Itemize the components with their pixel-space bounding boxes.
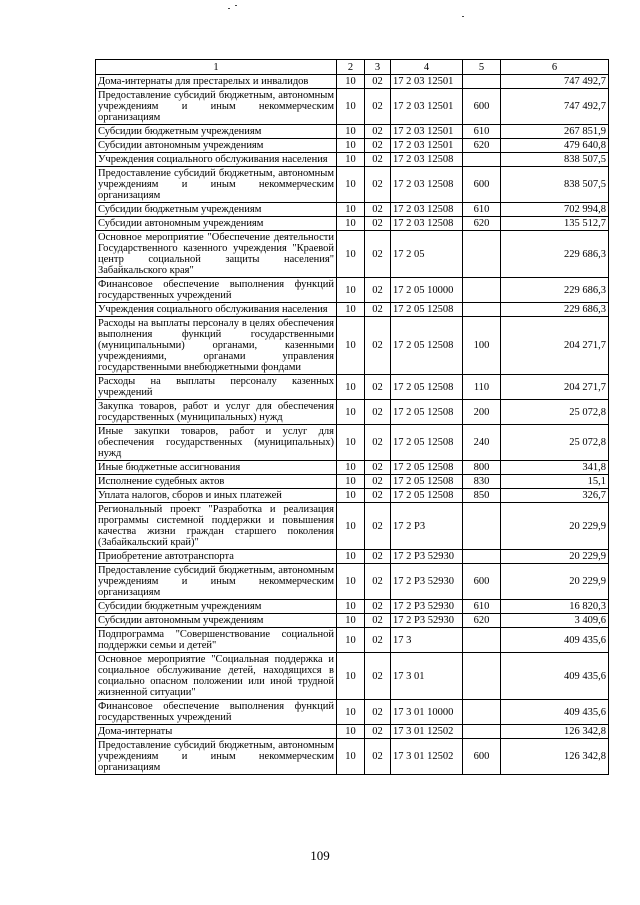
row-target-code: 17 2 05 12508 — [391, 375, 463, 400]
row-target-code: 17 2 05 12508 — [391, 475, 463, 489]
row-section: 10 — [337, 739, 365, 775]
row-amount: 326,7 — [501, 489, 609, 503]
row-section: 10 — [337, 317, 365, 375]
row-target-code: 17 2 05 10000 — [391, 278, 463, 303]
row-section: 10 — [337, 550, 365, 564]
row-expense-type: 110 — [463, 375, 501, 400]
row-amount: 479 640,8 — [501, 139, 609, 153]
row-subsection: 02 — [365, 503, 391, 550]
row-description: Финансовое обеспечение выполнения функций государственных учреждений — [96, 700, 337, 725]
row-target-code: 17 2 P3 52930 — [391, 550, 463, 564]
row-subsection: 02 — [365, 400, 391, 425]
row-description: Субсидии бюджетным учреждениям — [96, 203, 337, 217]
row-target-code: 17 2 05 12508 — [391, 461, 463, 475]
row-section: 10 — [337, 475, 365, 489]
row-target-code: 17 3 01 12502 — [391, 739, 463, 775]
table-row — [96, 75, 609, 89]
row-section: 10 — [337, 89, 365, 125]
table-row — [96, 375, 609, 400]
row-target-code: 17 3 01 — [391, 653, 463, 700]
table-row — [96, 425, 609, 461]
row-amount: 126 342,8 — [501, 725, 609, 739]
row-section: 10 — [337, 725, 365, 739]
row-subsection: 02 — [365, 375, 391, 400]
row-expense-type — [463, 725, 501, 739]
row-expense-type: 240 — [463, 425, 501, 461]
row-description: Расходы на выплаты персоналу в целях обеспечения выполнения функций государственными (муниципальными) органами, казенными учреждениями, органами управления государственными внебюджетными фондами — [96, 317, 337, 375]
table-row — [96, 725, 609, 739]
row-target-code: 17 2 P3 52930 — [391, 614, 463, 628]
row-target-code: 17 2 05 12508 — [391, 400, 463, 425]
row-amount: 838 507,5 — [501, 153, 609, 167]
row-subsection: 02 — [365, 600, 391, 614]
row-description: Иные закупки товаров, работ и услуг для обеспечения государственных (муниципальных) нужд — [96, 425, 337, 461]
table-row — [96, 317, 609, 375]
row-section: 10 — [337, 653, 365, 700]
table-row — [96, 139, 609, 153]
row-target-code: 17 2 03 12508 — [391, 217, 463, 231]
row-subsection: 02 — [365, 739, 391, 775]
table-row — [96, 153, 609, 167]
row-section: 10 — [337, 153, 365, 167]
row-amount: 20 229,9 — [501, 550, 609, 564]
row-amount: 747 492,7 — [501, 89, 609, 125]
row-expense-type: 800 — [463, 461, 501, 475]
row-description: Субсидии автономным учреждениям — [96, 139, 337, 153]
row-section: 10 — [337, 217, 365, 231]
row-amount: 20 229,9 — [501, 503, 609, 550]
row-expense-type: 620 — [463, 139, 501, 153]
row-target-code: 17 2 03 12508 — [391, 167, 463, 203]
row-expense-type — [463, 700, 501, 725]
row-subsection: 02 — [365, 564, 391, 600]
row-subsection: 02 — [365, 278, 391, 303]
table-header-row — [96, 60, 609, 75]
table-row — [96, 217, 609, 231]
row-subsection: 02 — [365, 700, 391, 725]
row-subsection: 02 — [365, 425, 391, 461]
row-subsection: 02 — [365, 628, 391, 653]
budget-table — [95, 59, 609, 775]
row-section: 10 — [337, 564, 365, 600]
table-row — [96, 489, 609, 503]
row-description: Предоставление субсидий бюджетным, автономным учреждениям и иным некоммерческим организациям — [96, 739, 337, 775]
table-row — [96, 203, 609, 217]
row-amount: 409 435,6 — [501, 628, 609, 653]
row-section: 10 — [337, 375, 365, 400]
row-section: 10 — [337, 75, 365, 89]
row-subsection: 02 — [365, 317, 391, 375]
row-description: Подпрограмма "Совершенствование социальной поддержки семьи и детей" — [96, 628, 337, 653]
row-expense-type — [463, 503, 501, 550]
row-target-code: 17 2 05 12508 — [391, 425, 463, 461]
header-col-6: 6 — [501, 60, 609, 75]
row-subsection: 02 — [365, 475, 391, 489]
row-expense-type: 850 — [463, 489, 501, 503]
table-row — [96, 739, 609, 775]
row-description: Основное мероприятие "Социальная поддержка и социальное обслуживание детей, находящихся в социально опасном положении или иной трудной жизненной ситуации" — [96, 653, 337, 700]
row-target-code: 17 2 P3 52930 — [391, 564, 463, 600]
row-expense-type: 620 — [463, 614, 501, 628]
table-row — [96, 503, 609, 550]
row-subsection: 02 — [365, 231, 391, 278]
header-col-5: 5 — [463, 60, 501, 75]
row-expense-type: 610 — [463, 125, 501, 139]
table-row — [96, 614, 609, 628]
table-row — [96, 700, 609, 725]
table-row — [96, 653, 609, 700]
row-amount: 15,1 — [501, 475, 609, 489]
row-expense-type: 200 — [463, 400, 501, 425]
row-amount: 409 435,6 — [501, 653, 609, 700]
row-description: Расходы на выплаты персоналу казенных учреждений — [96, 375, 337, 400]
row-description: Основное мероприятие "Обеспечение деятельности Государственного казенного учреждения "Краевой центр социальной защиты населения" Забайкальского края" — [96, 231, 337, 278]
row-amount: 267 851,9 — [501, 125, 609, 139]
row-amount: 3 409,6 — [501, 614, 609, 628]
row-expense-type: 100 — [463, 317, 501, 375]
row-subsection: 02 — [365, 125, 391, 139]
row-target-code: 17 2 05 — [391, 231, 463, 278]
row-section: 10 — [337, 400, 365, 425]
row-description: Учреждения социального обслуживания населения — [96, 303, 337, 317]
row-description: Уплата налогов, сборов и иных платежей — [96, 489, 337, 503]
row-section: 10 — [337, 203, 365, 217]
row-description: Предоставление субсидий бюджетным, автономным учреждениям и иным некоммерческим организациям — [96, 564, 337, 600]
table-row — [96, 167, 609, 203]
row-section: 10 — [337, 139, 365, 153]
row-expense-type: 600 — [463, 89, 501, 125]
table-row — [96, 303, 609, 317]
header-col-3: 3 — [365, 60, 391, 75]
row-description: Дома-интернаты для престарелых и инвалидов — [96, 75, 337, 89]
row-section: 10 — [337, 278, 365, 303]
table-row — [96, 278, 609, 303]
row-expense-type: 600 — [463, 564, 501, 600]
page-number: 109 — [310, 848, 330, 863]
table-row — [96, 475, 609, 489]
row-amount: 229 686,3 — [501, 278, 609, 303]
table-row — [96, 600, 609, 614]
row-expense-type: 600 — [463, 739, 501, 775]
row-target-code: 17 2 05 12508 — [391, 489, 463, 503]
row-subsection: 02 — [365, 550, 391, 564]
row-subsection: 02 — [365, 614, 391, 628]
row-expense-type: 600 — [463, 167, 501, 203]
row-subsection: 02 — [365, 303, 391, 317]
row-subsection: 02 — [365, 653, 391, 700]
row-subsection: 02 — [365, 461, 391, 475]
row-target-code: 17 2 03 12501 — [391, 89, 463, 125]
row-expense-type — [463, 303, 501, 317]
table-row — [96, 628, 609, 653]
row-subsection: 02 — [365, 203, 391, 217]
row-amount: 341,8 — [501, 461, 609, 475]
row-expense-type — [463, 231, 501, 278]
row-target-code: 17 3 01 12502 — [391, 725, 463, 739]
row-amount: 747 492,7 — [501, 75, 609, 89]
row-description: Приобретение автотранспорта — [96, 550, 337, 564]
row-description: Субсидии бюджетным учреждениям — [96, 125, 337, 139]
row-section: 10 — [337, 700, 365, 725]
row-expense-type — [463, 75, 501, 89]
row-description: Предоставление субсидий бюджетным, автономным учреждениям и иным некоммерческим организациям — [96, 167, 337, 203]
row-section: 10 — [337, 614, 365, 628]
row-target-code: 17 2 03 12508 — [391, 203, 463, 217]
row-section: 10 — [337, 503, 365, 550]
row-subsection: 02 — [365, 167, 391, 203]
row-amount: 229 686,3 — [501, 303, 609, 317]
row-expense-type: 830 — [463, 475, 501, 489]
row-target-code: 17 2 P3 52930 — [391, 600, 463, 614]
row-description: Субсидии автономным учреждениям — [96, 217, 337, 231]
row-target-code: 17 2 03 12508 — [391, 153, 463, 167]
table-row — [96, 231, 609, 278]
row-expense-type: 620 — [463, 217, 501, 231]
row-section: 10 — [337, 489, 365, 503]
row-amount: 409 435,6 — [501, 700, 609, 725]
row-amount: 16 820,3 — [501, 600, 609, 614]
row-subsection: 02 — [365, 139, 391, 153]
row-description: Региональный проект "Разработка и реализация программы системной поддержки и повышения качества жизни граждан старшего поколения (Забайкальский край)" — [96, 503, 337, 550]
header-col-1: 1 — [96, 60, 337, 75]
row-subsection: 02 — [365, 725, 391, 739]
row-section: 10 — [337, 125, 365, 139]
row-target-code: 17 2 03 12501 — [391, 125, 463, 139]
row-description: Дома-интернаты — [96, 725, 337, 739]
row-description: Финансовое обеспечение выполнения функций государственных учреждений — [96, 278, 337, 303]
row-target-code: 17 3 — [391, 628, 463, 653]
row-section: 10 — [337, 303, 365, 317]
row-amount: 25 072,8 — [501, 400, 609, 425]
row-target-code: 17 2 03 12501 — [391, 75, 463, 89]
row-target-code: 17 3 01 10000 — [391, 700, 463, 725]
row-amount: 702 994,8 — [501, 203, 609, 217]
row-amount: 229 686,3 — [501, 231, 609, 278]
row-description: Исполнение судебных актов — [96, 475, 337, 489]
row-target-code: 17 2 P3 — [391, 503, 463, 550]
row-expense-type — [463, 278, 501, 303]
row-target-code: 17 2 05 12508 — [391, 317, 463, 375]
table-row — [96, 550, 609, 564]
row-amount: 204 271,7 — [501, 375, 609, 400]
row-description: Субсидии бюджетным учреждениям — [96, 600, 337, 614]
row-expense-type — [463, 628, 501, 653]
row-amount: 135 512,7 — [501, 217, 609, 231]
row-description: Субсидии автономным учреждениям — [96, 614, 337, 628]
row-section: 10 — [337, 628, 365, 653]
row-description: Учреждения социального обслуживания населения — [96, 153, 337, 167]
row-expense-type — [463, 550, 501, 564]
row-description: Иные бюджетные ассигнования — [96, 461, 337, 475]
row-target-code: 17 2 05 12508 — [391, 303, 463, 317]
table-row — [96, 400, 609, 425]
table-row — [96, 461, 609, 475]
row-section: 10 — [337, 600, 365, 614]
row-subsection: 02 — [365, 153, 391, 167]
row-subsection: 02 — [365, 75, 391, 89]
row-subsection: 02 — [365, 89, 391, 125]
row-amount: 126 342,8 — [501, 739, 609, 775]
row-description: Закупка товаров, работ и услуг для обеспечения государственных (муниципальных) нужд — [96, 400, 337, 425]
row-expense-type: 610 — [463, 600, 501, 614]
row-amount: 20 229,9 — [501, 564, 609, 600]
header-col-4: 4 — [391, 60, 463, 75]
row-subsection: 02 — [365, 489, 391, 503]
row-expense-type — [463, 653, 501, 700]
table-row — [96, 89, 609, 125]
row-subsection: 02 — [365, 217, 391, 231]
row-amount: 25 072,8 — [501, 425, 609, 461]
table-row — [96, 564, 609, 600]
row-section: 10 — [337, 425, 365, 461]
row-description: Предоставление субсидий бюджетным, автономным учреждениям и иным некоммерческим организациям — [96, 89, 337, 125]
row-section: 10 — [337, 461, 365, 475]
row-expense-type: 610 — [463, 203, 501, 217]
row-amount: 204 271,7 — [501, 317, 609, 375]
row-expense-type — [463, 153, 501, 167]
row-section: 10 — [337, 231, 365, 278]
table-body — [96, 75, 609, 775]
table-row — [96, 125, 609, 139]
row-target-code: 17 2 03 12501 — [391, 139, 463, 153]
row-section: 10 — [337, 167, 365, 203]
row-amount: 838 507,5 — [501, 167, 609, 203]
header-col-2: 2 — [337, 60, 365, 75]
